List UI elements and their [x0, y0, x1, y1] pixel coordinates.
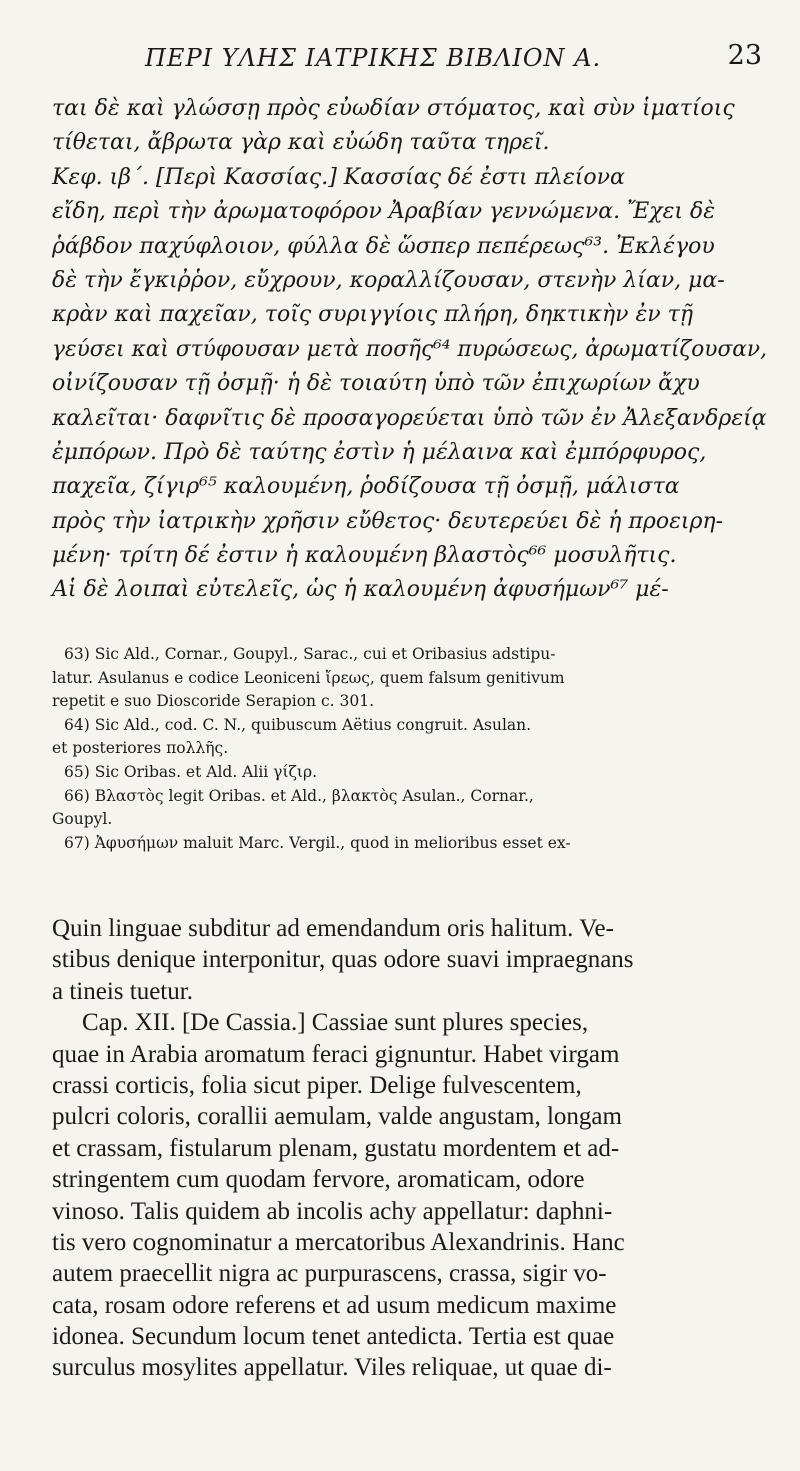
latin-text-line: Cap. XII. [De Cassia.] Cassiae sunt plures species, — [82, 1009, 589, 1037]
latin-text-line: quae in Arabia aromatum feraci gignuntur. Habet virgam — [52, 1040, 620, 1068]
footnote-line: Goupyl. — [52, 810, 113, 829]
running-title: ΠΕΡΙ ΥΛΗΣ ΙΑΤΡΙΚΗΣ ΒΙΒΛΙΟΝ Α. — [145, 44, 602, 72]
footnote-line: 66) Βλαστὸς legit Oribas. et Ald., βλακτὸς Asulan., Cornar., — [64, 786, 534, 805]
footnote-line: 67) Ἀφυσήμων maluit Marc. Vergil., quod in melioribus esset ex- — [64, 833, 571, 852]
greek-text-line: Κεφ. ιβ΄. [Περὶ Κασσίας.] Κασσίας δέ ἐστι πλείονα — [52, 164, 625, 190]
latin-text-line: tis vero cognominatur a mercatoribus Alexandrinis. Hanc — [52, 1228, 625, 1256]
latin-text-line: stibus denique interponitur, quas odore suavi impraegnans — [52, 946, 634, 974]
footnotes-block — [52, 643, 772, 855]
latin-text-line: stringentem cum quodam fervore, aromaticam, odore — [52, 1166, 585, 1194]
greek-text-line: γεύσει καὶ στύφουσαν μετὰ ποσῆς⁶⁴ πυρώσεως, ἀρωματίζουσαν, — [52, 336, 767, 362]
footnote-line: 63) Sic Ald., Cornar., Goupyl., Sarac., cui et Oribasius adstipu- — [64, 645, 556, 663]
greek-text-line: ται δὲ καὶ γλώσσῃ πρὸς εὐωδίαν στόματος, καὶ σὺν ἱματίοις — [52, 96, 735, 121]
latin-text-line: idonea. Secundum locum tenet antedicta. Tertia est quae — [52, 1323, 615, 1351]
greek-text-line: Αἱ δὲ λοιπαὶ εὐτελεῖς, ὡς ἡ καλουμένη ἀφυσήμων⁶⁷ μέ- — [52, 577, 669, 603]
greek-text-line: οἰνίζουσαν τῇ ὀσμῇ· ἡ δὲ τοιαύτη ὑπὸ τῶν ἐπιχωρίων ἄχυ — [52, 371, 700, 397]
latin-text-line: autem praecellit nigra ac purpurascens, crassa, sigir vo- — [52, 1260, 607, 1288]
greek-text-line: κρὰν καὶ παχεῖαν, τοῖς συριγγίοις πλήρη, δηκτικὴν ἐν τῇ — [52, 302, 694, 328]
greek-text-line: ἐμπόρων. Πρὸ δὲ ταύτης ἐστὶν ἡ μέλαινα καὶ ἐμπόρφυρος, — [52, 439, 707, 465]
greek-text-line: ῥάβδον παχύφλοιον, φύλλα δὲ ὥσπερ πεπέρεως⁶³. Ἐκλέγου — [52, 233, 715, 259]
greek-text-line: τίθεται, ἄβρωτα γὰρ καὶ εὐώδη ταῦτα τηρεῖ. — [52, 130, 550, 156]
greek-text-line: μένη· τρίτη δέ ἐστιν ἡ καλουμένη βλαστὸς⁶⁶ μοσυλῆτις. — [52, 543, 677, 569]
latin-text-line: crassi corticis, folia sicut piper. Delige fulvescentem, — [52, 1071, 582, 1099]
page-header — [50, 40, 770, 80]
latin-text-line: surculus mosylites appellatur. Viles reliquae, ut quae di- — [52, 1354, 612, 1382]
greek-text-line: δὲ τὴν ἔγκιῤῥον, εὔχρουν, κοραλλίζουσαν, στενὴν λίαν, μα- — [52, 267, 725, 293]
latin-text-line: a tineis tuetur. — [52, 977, 193, 1005]
greek-text-block — [52, 92, 767, 608]
greek-text-line: εἴδη, περὶ τὴν ἀρωματοφόρον Ἀραβίαν γεννώμενα. Ἔχει δὲ — [52, 199, 716, 225]
latin-text-line: cata, rosam odore referens et ad usum medicum maxime — [52, 1291, 617, 1319]
latin-text-line: et crassam, fistularum plenam, gustatu mordentem et ad- — [52, 1134, 620, 1162]
footnote-line: latur. Asulanus e codice Leoniceni ἴρεως, quem falsum genitivum — [52, 668, 565, 687]
footnote-line: 65) Sic Oribas. et Ald. Alii γίζιρ. — [64, 762, 318, 781]
latin-translation-block — [52, 913, 777, 1384]
greek-text-line: πρὸς τὴν ἰατρικὴν χρῆσιν εὔθετος· δευτερεύει δὲ ἡ προειρη- — [52, 508, 724, 534]
latin-text-line: pulcri coloris, corallii aemulam, valde angustam, longam — [52, 1103, 622, 1131]
page-number: 23 — [727, 40, 762, 71]
latin-text-line: vinoso. Talis quidem ab incolis achy appellatur: daphni- — [52, 1197, 613, 1225]
greek-text-line: καλεῖται· δαφνῖτις δὲ προσαγορεύεται ὑπὸ τῶν ἐν Ἀλεξανδρείᾳ — [52, 405, 767, 431]
greek-text-line: παχεῖα, ζίγιρ⁶⁵ καλουμένη, ῥοδίζουσα τῇ ὀσμῇ, μάλιστα — [52, 474, 680, 500]
footnote-line: 64) Sic Ald., cod. C. N., quibuscum Aëtius congruit. Asulan. — [64, 715, 532, 734]
latin-text-line: Quin linguae subditur ad emendandum oris halitum. Ve- — [52, 915, 614, 942]
footnote-line: et posteriores πολλῆς. — [52, 739, 229, 758]
footnote-line: repetit e suo Dioscoride Serapion c. 301. — [52, 692, 374, 711]
